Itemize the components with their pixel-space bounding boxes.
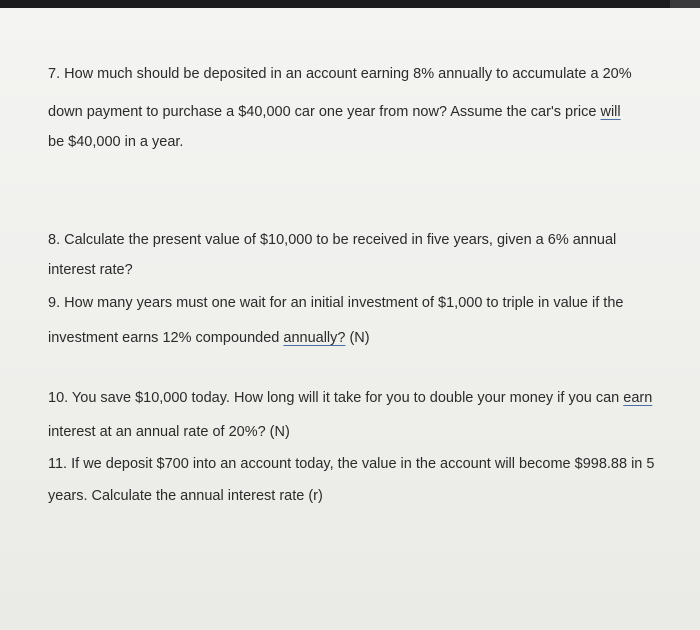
q7-line-2: down payment to purchase a $40,000 car one year from now? Assume the car's price will	[48, 104, 621, 120]
q8-line-2: interest rate?	[48, 262, 133, 278]
photo-top-corner	[670, 0, 700, 8]
q9-line-1: 9. How many years must one wait for an initial investment of $1,000 to triple in value if the	[48, 295, 624, 311]
photo-top-edge	[0, 0, 700, 8]
q10-line-1: 10. You save $10,000 today. How long will it take for you to double your money if you can earn	[48, 390, 653, 406]
q11-line-2: years. Calculate the annual interest rate (r)	[48, 488, 323, 504]
underlined-word: will	[600, 104, 621, 120]
q9-line-2: investment earns 12% compounded annually? (N)	[48, 330, 370, 346]
underlined-word: annually?	[283, 330, 346, 346]
underlined-word: earn	[623, 390, 653, 406]
q7-line-1: 7. How much should be deposited in an account earning 8% annually to accumulate a 20%	[48, 66, 632, 82]
q8-line-1: 8. Calculate the present value of $10,000 to be received in five years, given a 6% annual	[48, 232, 617, 248]
q7-line-3: be $40,000 in a year.	[48, 134, 184, 150]
q10-line-2: interest at an annual rate of 20%? (N)	[48, 424, 290, 440]
q11-line-1: 11. If we deposit $700 into an account today, the value in the account will become $998.88 in 5	[48, 456, 655, 472]
document-page	[0, 8, 700, 630]
